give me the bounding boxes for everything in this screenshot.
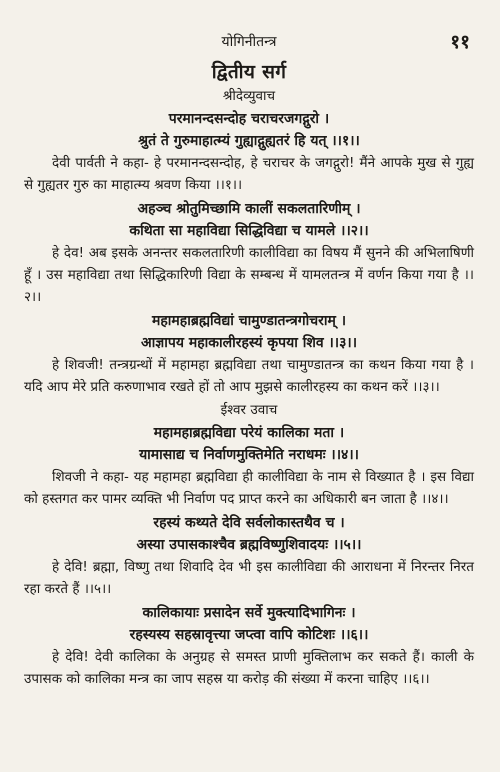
translation-paragraph: हे देव! अब इसके अनन्तर सकलतारिणी कालीविद्या का विषय मैं सुनने की अभिलाषिणी हूँ । उस महाविद्या तथा सिद्धिकारिणी विद्या के सम्बन्ध में यामलतन्त्र में वर्णन किया गया है ।।२।। [24,245,474,305]
translation-paragraph: देवी पार्वती ने कहा- हे परमानन्दसन्दोह, हे चराचर के जगद्गुरो! मैंने आपके मुख से गुह्य से गुह्यतर गुरु का माहात्म्य श्रवण किया ।।१।। [24,155,474,193]
chapter-title: द्वितीय सर्ग [211,61,287,83]
verse-line: परमानन्दसन्दोह चराचरजगद्गुरो । [168,111,330,127]
verse-block-4 [24,422,474,510]
verse-line: कथिता सा महाविद्या सिद्धिविद्या च यामले ।।२।। [129,223,369,239]
verse-block-1 [24,108,474,196]
verse-line: कालिकायाः प्रसादेन सर्वे मुक्त्यादिभागिनः । [142,605,356,621]
page-header [24,30,474,54]
verse-line: महामहाब्रह्मविद्या परेयं कालिका मता । [153,425,345,441]
verse-line: यामासाद्य च निर्वाणमुक्तिमेति नराधमः ।।४।। [139,447,359,463]
verse-line: रहस्यस्य सहस्रावृत्त्या जप्त्वा वापि कोटिशः ।।६।। [129,627,369,643]
verse-line: श्रुतं ते गुरुमाहात्म्यं गुह्याद्गुह्यतरं हि यत् ।।१।। [138,133,360,149]
verse-block-3 [24,310,474,398]
speaker-heading-ishvara: ईश्वर उवाच [220,402,278,418]
verse-block-5 [24,512,474,600]
verse-line: रहस्यं कथ्यते देवि सर्वलोकास्तथैव च । [153,515,345,531]
running-head: योगिनीतन्त्र [221,34,277,50]
translation-paragraph: हे देवि! ब्रह्मा, विष्णु तथा शिवादि देव भी इस कालीविद्या की आराधना में निरन्तर निरत रहा करते हैं ।।५।। [24,559,474,597]
verse-line: आज्ञापय महाकालीरहस्यं कृपया शिव ।।३।। [140,335,357,351]
translation-paragraph: हे शिवजी! तन्त्रग्रन्थों में महामहा ब्रह्मविद्या तथा चामुण्डातन्त्र का कथन किया गया है । यदि आप मेरे प्रति करुणाभाव रखते हों तो आप मुझसे कालीरहस्य का कथन करें ।।३।। [24,357,474,395]
verse-line: महामहाब्रह्मविद्यां चामुण्डातन्त्रगोचराम् । [151,313,346,329]
translation-paragraph: शिवजी ने कहा- यह महामहा ब्रह्मविद्या ही कालीविद्या के नाम से विख्यात है । इस विद्या को हस्तगत कर पामर व्यक्ति भी निर्वाण पद प्राप्त करने का अधिकारी बन जाता है ।।४।। [24,469,474,507]
translation-paragraph: हे देवि! देवी कालिका के अनुग्रह से समस्त प्राणी मुक्तिलाभ कर सकते हैं। काली के उपासक को कालिका मन्त्र का जाप सहस्र या करोड़ की संख्या में करना चाहिए ।।६।। [24,649,474,687]
verse-line: अस्या उपासकाश्चैव ब्रह्मविष्णुशिवादयः ।।५।। [136,537,362,553]
verse-block-6 [24,602,474,690]
page-number: ११ [450,31,470,53]
speaker-heading-devi: श्रीदेव्युवाच [222,88,276,104]
verse-line: अहञ्च श्रोतुमिच्छामि कालीं सकलतारिणीम् । [137,201,361,217]
verse-block-2 [24,198,474,308]
